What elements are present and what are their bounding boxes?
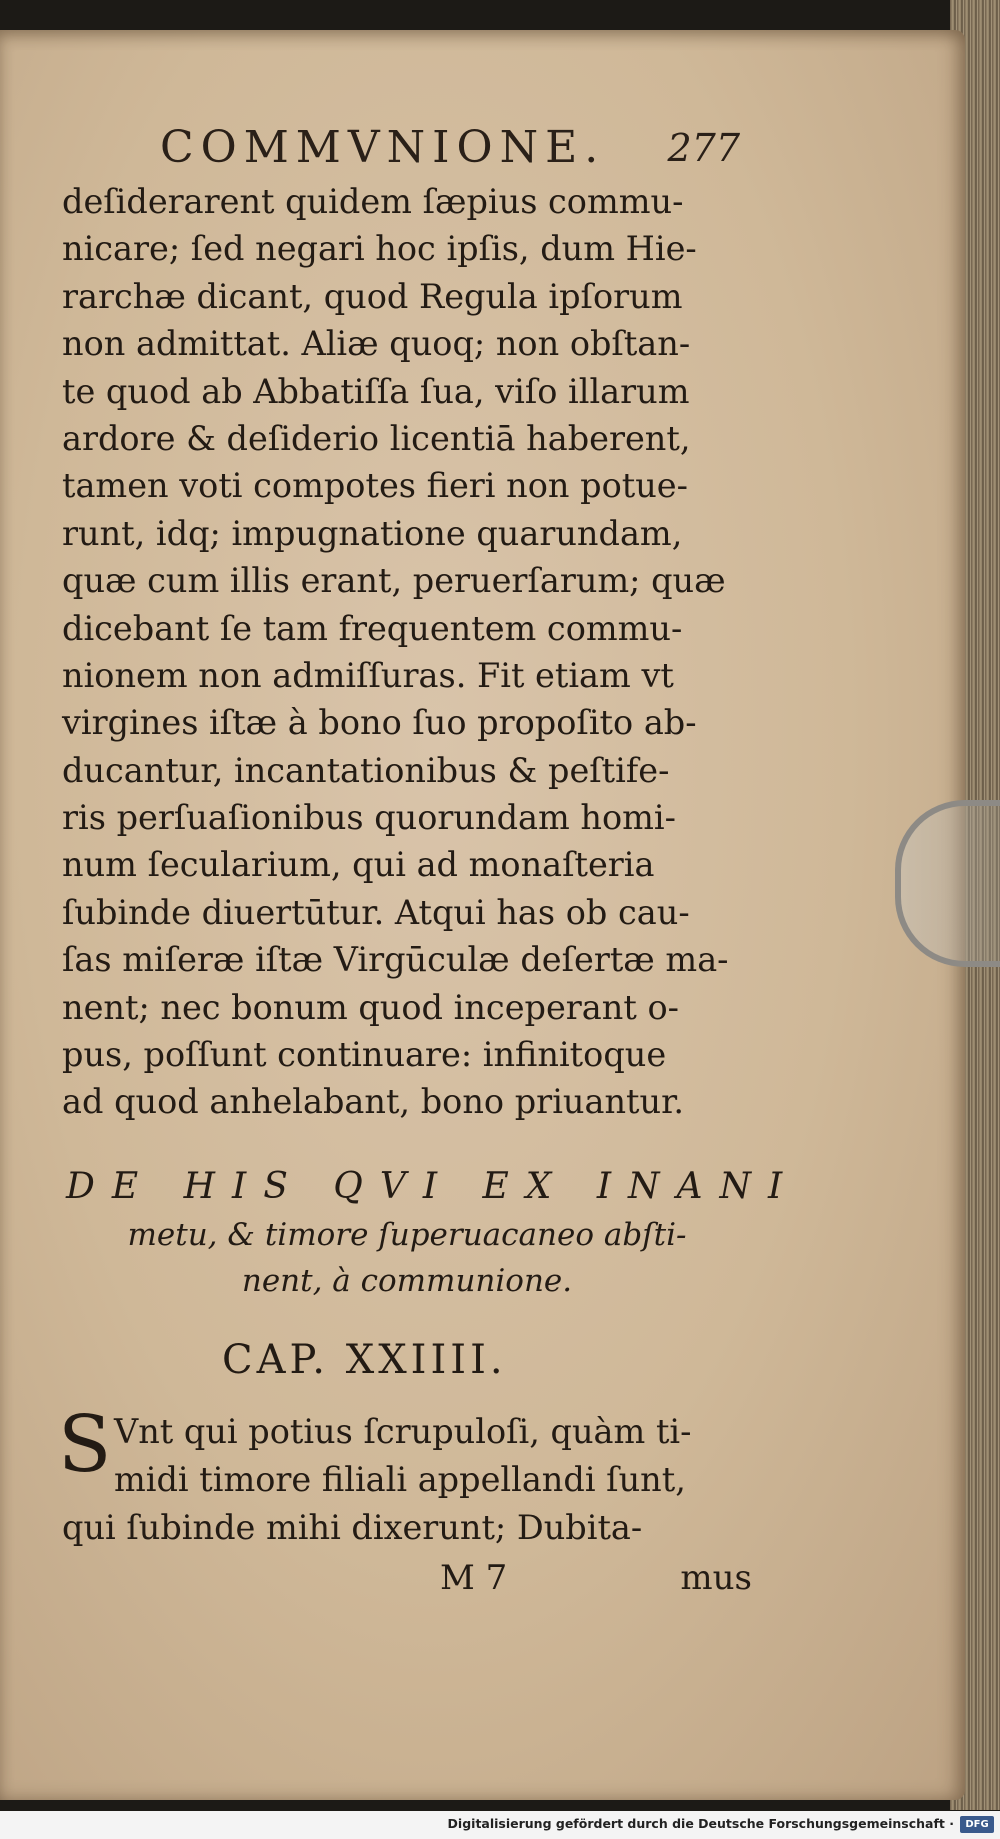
credit-text: Digitalisierung gefördert durch die Deutsche Forschungsgemeinschaft · [447,1816,954,1831]
section-title-line: DE HIS QVI EX INANI [66,1166,800,1207]
text-line: ſas miſeræ iſtæ Virgūculæ deſertæ ma- [62,940,729,980]
chapter-heading: CAP. XXIIII. [222,1337,507,1383]
text-line: quæ cum illis erant, peruerſarum; quæ [62,561,726,601]
section-title-line: nent, à communione. [241,1263,573,1299]
signature-mark: M 7 [440,1558,508,1598]
text-line: pus, poſſunt continuare: infinitoque [62,1035,667,1075]
text-line: ſubinde diuertūtur. Atqui has ob cau- [62,892,690,932]
text-line: virgines iſtæ à bono ſuo propoſito ab- [62,703,697,743]
section-title [62,1162,800,1304]
text-line: ris perſuaſionibus quorundam homi- [62,798,676,838]
running-head-title: COMMVNIONE. [160,122,606,173]
digitization-credit-bar [0,1811,1000,1839]
text-line: dicebant ſe tam frequentem commu- [62,608,683,648]
text-line: Vnt qui potius ſcrupuloſi, quàm ti- [114,1412,692,1451]
text-line: midi timore filiali appellandi ſunt, [114,1460,686,1499]
text-line: nent; nec bonum quod inceperant o- [62,987,679,1027]
section-title-line: metu, & timore ſuperuacaneo abſti- [127,1217,687,1253]
text-line: ad quod anhelabant, bono priuantur. [62,1082,685,1122]
body-text [62,178,752,1126]
text-line: non admittat. Aliæ quoq; non obſtan- [62,324,691,364]
dfg-logo-icon: DFG [960,1816,994,1833]
drop-cap: S [58,1400,112,1490]
text-line: te quod ab Abbatiſſa ſua, viſo illarum [62,371,690,411]
text-line: nionem non admiſſuras. Fit etiam vt [62,655,674,695]
text-line: runt, idq; impugnatione quarundam, [62,513,683,553]
text-line: qui ſubinde mihi dixerunt; Dubita- [62,1508,643,1547]
catchword: mus [680,1558,752,1598]
text-line: tamen voti compotes fieri non potue- [62,466,688,506]
page-footer [62,1558,752,1608]
page-number: 277 [667,126,740,170]
book-page [0,30,965,1800]
chapter-text [58,1400,752,1552]
text-line: ardore & deſiderio licentiā haberent, [62,418,691,458]
book-clasp [895,800,1000,967]
text-line: rarchæ dicant, quod Regula ipſorum [62,276,683,316]
text-line: num ſecularium, qui ad monaſteria [62,845,655,885]
text-line: deſiderarent quidem ſæpius commu- [62,182,684,221]
text-line: nicare; ſed negari hoc ipſis, dum Hie- [62,229,697,269]
text-line: ducantur, incantationibus & peſtife- [62,750,670,790]
running-head [160,122,740,182]
